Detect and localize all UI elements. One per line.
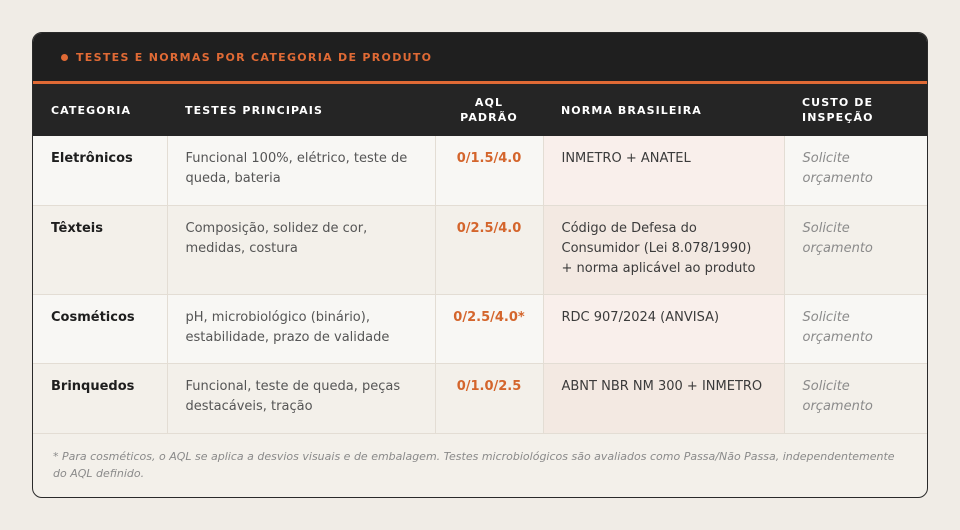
cell-testes: Funcional, teste de queda, peças destacáveis, tração (167, 363, 435, 433)
cell-custo: Solicite orçamento (784, 136, 927, 205)
standards-table (33, 84, 927, 434)
header-aql (435, 84, 543, 136)
cell-categoria: Cosméticos (33, 294, 167, 363)
card-title: TESTES E NORMAS POR CATEGORIA DE PRODUTO (76, 50, 433, 64)
cell-norma: INMETRO + ANATEL (543, 136, 784, 205)
table-header-row (33, 84, 927, 136)
cell-aql: 0/1.0/2.5 (435, 363, 543, 433)
card-header (33, 33, 927, 84)
cell-custo: Solicite orçamento (784, 363, 927, 433)
cell-testes: pH, microbiológico (binário), estabilidade, prazo de validade (167, 294, 435, 363)
header-custo-line2: INSPEÇÃO (802, 111, 874, 124)
cell-testes: Funcional 100%, elétrico, teste de queda, bateria (167, 136, 435, 205)
cell-aql: 0/1.5/4.0 (435, 136, 543, 205)
cell-norma: ABNT NBR NM 300 + INMETRO (543, 363, 784, 433)
cell-custo: Solicite orçamento (784, 205, 927, 294)
cell-categoria: Brinquedos (33, 363, 167, 433)
cell-norma: RDC 907/2024 (ANVISA) (543, 294, 784, 363)
header-custo-line1: CUSTO DE (802, 96, 874, 109)
cell-norma: Código de Defesa do Consumidor (Lei 8.078/1990) + norma aplicável ao produto (543, 205, 784, 294)
cell-custo: Solicite orçamento (784, 294, 927, 363)
table-row (33, 136, 927, 205)
header-norma: NORMA BRASILEIRA (561, 103, 702, 117)
footnote: * Para cosméticos, o AQL se aplica a desvios visuais e de embalagem. Testes microbiológicos são avaliados como Passa/Não Passa, independentemente do AQL definido. (53, 449, 895, 480)
header-categoria: CATEGORIA (51, 103, 132, 117)
bullet-dot-icon (61, 54, 68, 61)
table-row (33, 294, 927, 363)
cell-categoria: Têxteis (33, 205, 167, 294)
header-aql-line2: PADRÃO (460, 111, 518, 124)
table-row (33, 363, 927, 433)
table-row (33, 205, 927, 294)
header-testes: TESTES PRINCIPAIS (185, 103, 323, 117)
standards-table-card (32, 32, 928, 498)
cell-aql: 0/2.5/4.0 (435, 205, 543, 294)
cell-categoria: Eletrônicos (33, 136, 167, 205)
cell-aql: 0/2.5/4.0* (435, 294, 543, 363)
cell-testes: Composição, solidez de cor, medidas, costura (167, 205, 435, 294)
header-aql-line1: AQL (474, 96, 504, 109)
header-custo (784, 84, 927, 136)
